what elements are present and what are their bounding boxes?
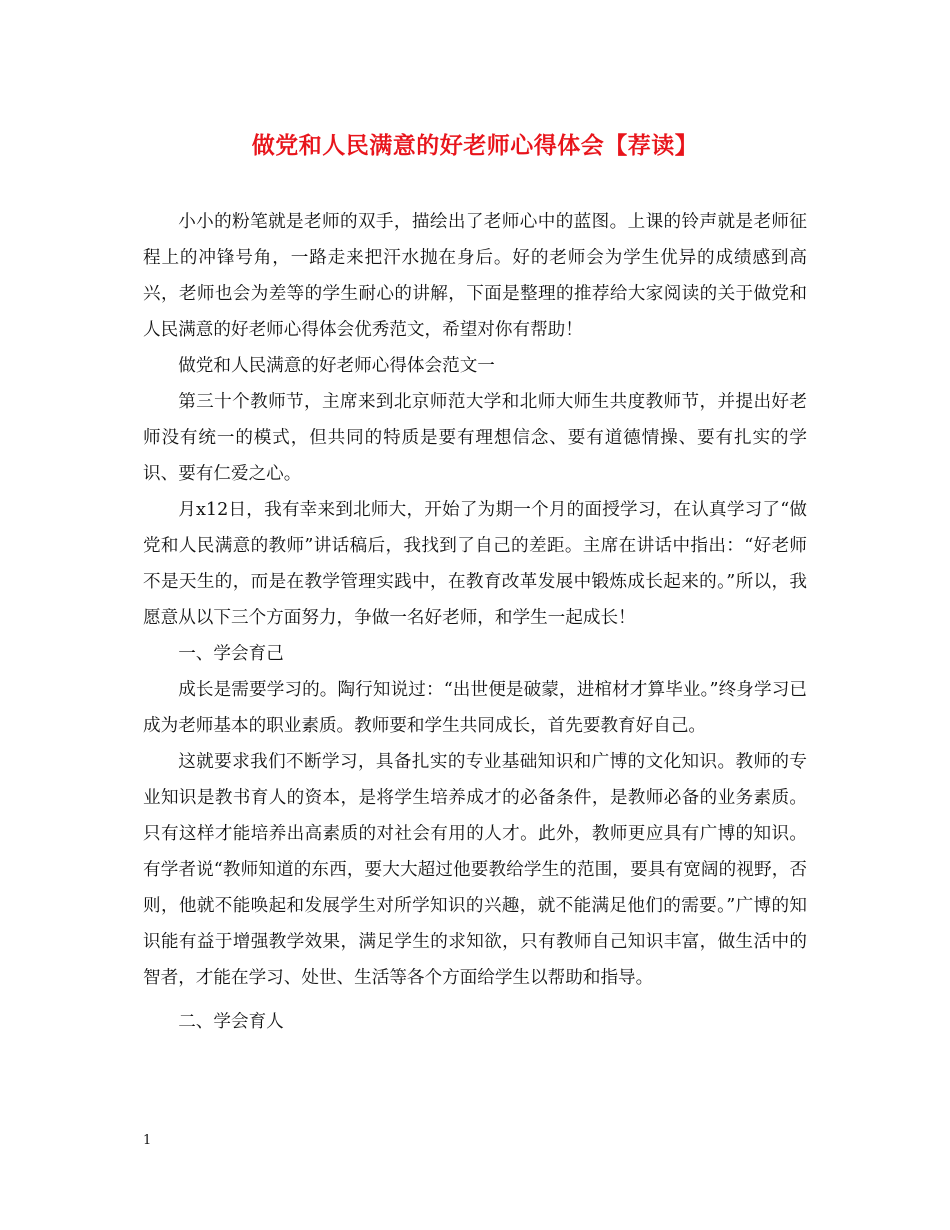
body-paragraph: 第三十个教师节，主席来到北京师范大学和北师大师生共度教师节，并提出好老师没有统一的模式，但共同的特质是要有理想信念、要有道德情操、要有扎实的学识、要有仁爱之心。 [143,392,807,484]
document-body [143,204,807,1040]
page-number: 1 [143,1133,152,1148]
body-paragraph: 月x12日，我有幸来到北师大，开始了为期一个月的面授学习，在认真学习了“做党和人民满意的教师”讲话稿后，我找到了自己的差距。主席在讲话中指出：“好老师不是天生的，而是在教学管理实践中，在教育改革发展中锻炼成长起来的。”所以，我愿意从以下三个方面努力，争做一名好老师，和学生一起成长！ [143,500,807,628]
body-paragraph: 这就要求我们不断学习，具备扎实的专业基础知识和广博的文化知识。教师的专业知识是教书育人的资本，是将学生培养成才的必备条件，是教师必备的业务素质。只有这样才能培养出高素质的对社会有用的人才。此外，教师更应具有广博的知识。有学者说“教师知道的东西，要大大超过他要教给学生的范围，要具有宽阔的视野，否则，他就不能唤起和发展学生对所学知识的兴趣，就不能满足他们的需要。”广博的知识能有益于增强教学效果，满足学生的求知欲，只有教师自己知识丰富，做生活中的智者，才能在学习、处世、生活等各个方面给学生以帮助和指导。 [143,752,807,988]
document-title: 做党和人民满意的好老师心得体会【荐读】 [251,132,699,159]
section-heading-educating-others: 二、学会育人 [178,1012,284,1032]
section-heading-self-education: 一、学会育己 [178,644,284,664]
section-heading-sample-one: 做党和人民满意的好老师心得体会范文一 [178,356,495,376]
body-paragraph: 成长是需要学习的。陶行知说过：“出世便是破蒙，进棺材才算毕业。”终身学习已成为老师基本的职业素质。教师要和学生共同成长，首先要教育好自己。 [143,680,807,736]
intro-paragraph: 小小的粉笔就是老师的双手，描绘出了老师心中的蓝图。上课的铃声就是老师征程上的冲锋号角，一路走来把汗水抛在身后。好的老师会为学生优异的成绩感到高兴，老师也会为差等的学生耐心的讲解，下面是整理的推荐给大家阅读的关于做党和人民满意的好老师心得体会优秀范文，希望对你有帮助！ [143,212,807,340]
